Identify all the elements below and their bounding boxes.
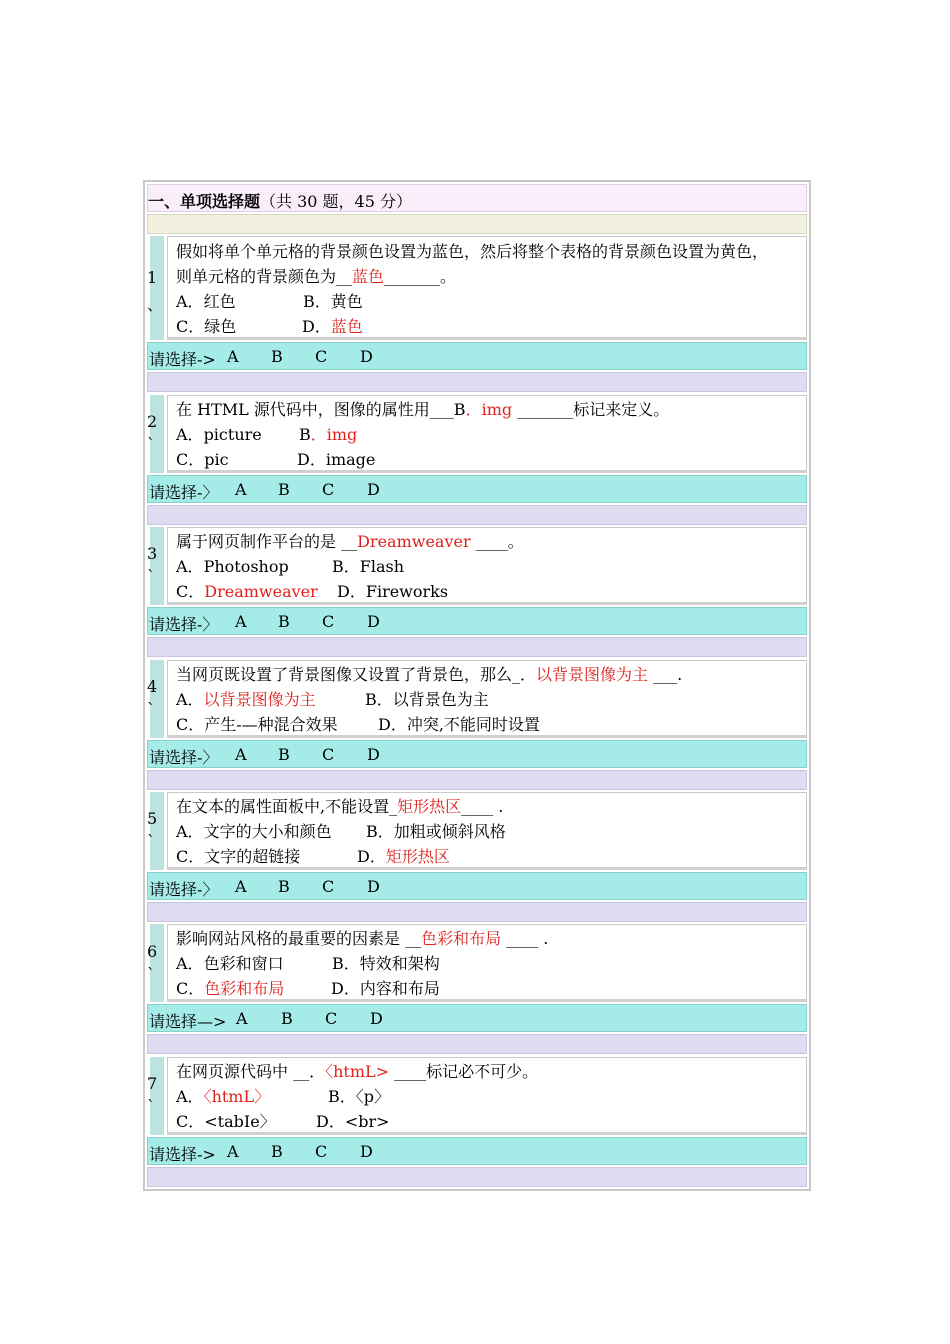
answer-row-3 <box>147 607 807 635</box>
question-body <box>167 236 807 340</box>
choice-b[interactable]: B <box>281 1009 293 1028</box>
option-b: B．黄色 <box>303 292 363 311</box>
option-d: D．冲突,不能同时设置 <box>378 715 540 734</box>
question-number: 7 ` <box>147 1057 167 1135</box>
question-number: 2 ` <box>147 395 167 473</box>
answer-row-5 <box>147 872 807 900</box>
option-d: D．Fireworks <box>337 582 449 601</box>
option-b: B．Flash <box>332 557 405 576</box>
option-d: D．蓝色 <box>302 317 363 336</box>
option-b: B．以背景色为主 <box>365 690 489 709</box>
correct-answer: 矩形热区 <box>397 797 462 816</box>
answer-prompt: 请选择-> <box>149 350 216 369</box>
option-a: A．红色 <box>176 292 236 311</box>
spacer-band <box>147 902 807 922</box>
spacer-band <box>147 505 807 525</box>
option-b: B．特效和架构 <box>332 954 440 973</box>
question-body <box>167 1057 807 1135</box>
question-text: 在 HTML 源代码中，图像的属性用___B．img _______标记来定义。 <box>176 400 670 419</box>
question-7 <box>147 1057 807 1135</box>
question-body <box>167 924 807 1002</box>
choice-a[interactable]: A <box>235 877 247 896</box>
option-a: A．Photoshop <box>176 557 289 576</box>
question-body <box>167 395 807 473</box>
option-c: C．<tabIe〉 <box>176 1112 276 1131</box>
option-c: C．绿色 <box>176 317 237 336</box>
choice-d[interactable]: D <box>370 1009 383 1028</box>
option-b: B．img <box>299 425 358 444</box>
choice-a[interactable]: A <box>227 347 239 366</box>
question-1 <box>147 236 807 340</box>
option-c: C．pic <box>176 450 229 469</box>
quiz-table <box>143 180 811 1191</box>
answer-prompt: 请选择-> <box>149 1145 216 1164</box>
section-title: 一、单项选择题 <box>148 192 261 211</box>
option-d: D．矩形热区 <box>357 847 450 866</box>
option-c: C．产生-—种混合效果 <box>176 715 338 734</box>
choice-b[interactable]: B <box>278 480 290 499</box>
question-text-2: 则单元格的背景颜色为__蓝色_______。 <box>176 267 457 286</box>
question-text: 在文本的属性面板中,不能设置_矩形热区____ . <box>176 797 504 816</box>
correct-answer: 〈htmL> <box>325 1062 390 1081</box>
correct-answer: ．img <box>465 400 513 419</box>
answer-prompt: 请选择-〉 <box>149 483 219 502</box>
answer-row-4 <box>147 740 807 768</box>
spacer-band <box>147 637 807 657</box>
choice-b[interactable]: B <box>278 745 290 764</box>
question-number: 1 、 <box>147 236 167 340</box>
choice-d[interactable]: D <box>367 612 380 631</box>
option-b: B．加粗或倾斜风格 <box>366 822 506 841</box>
section-subtitle: （共 30 题，45 分） <box>260 192 412 211</box>
spacer-band <box>147 1034 807 1054</box>
spacer-band <box>147 214 807 234</box>
option-c: C．Dreamweaver <box>176 582 318 601</box>
correct-answer: Dreamweaver <box>357 532 471 551</box>
answer-row-1 <box>147 342 807 370</box>
question-5 <box>147 792 807 870</box>
option-a: A．文字的大小和颜色 <box>176 822 332 841</box>
choice-c[interactable]: C <box>322 745 335 764</box>
choice-c[interactable]: C <box>315 1142 328 1161</box>
choice-d[interactable]: D <box>360 1142 373 1161</box>
question-number: 3 ` <box>147 527 167 605</box>
question-text: 当网页既设置了背景图像又设置了背景色，那么_．以背景图像为主 ___. <box>176 665 683 684</box>
question-text: 影响网站风格的最重要的因素是 __色彩和布局 ____ . <box>176 929 549 948</box>
question-3 <box>147 527 807 605</box>
question-body <box>167 660 807 738</box>
question-body <box>167 527 807 605</box>
answer-prompt: 请选择-〉 <box>149 615 219 634</box>
question-text: 假如将单个单元格的背景颜色设置为蓝色，然后将整个表格的背景颜色设置为黄色， <box>176 242 769 261</box>
answer-prompt: 请选择-〉 <box>149 748 219 767</box>
option-c: C．色彩和布局 <box>176 979 285 998</box>
question-6 <box>147 924 807 1002</box>
option-d: D．<br> <box>316 1112 390 1131</box>
option-d: D．image <box>297 450 376 469</box>
choice-a[interactable]: A <box>227 1142 239 1161</box>
question-number: 5 ` <box>147 792 167 870</box>
option-a: A．picture <box>176 425 262 444</box>
answer-prompt: 请选择-〉 <box>149 880 219 899</box>
question-number: 4 ` <box>147 660 167 738</box>
choice-d[interactable]: D <box>367 877 380 896</box>
choice-a[interactable]: A <box>235 745 247 764</box>
question-body <box>167 792 807 870</box>
question-text: 属于网页制作平台的是 __Dreamweaver ____。 <box>176 532 524 551</box>
answer-row-6 <box>147 1004 807 1032</box>
question-4 <box>147 660 807 738</box>
correct-answer: 蓝色 <box>352 267 385 286</box>
correct-answer: 以背景图像为主 <box>536 665 649 684</box>
choice-d[interactable]: D <box>360 347 373 366</box>
question-2 <box>147 395 807 473</box>
choice-c[interactable]: C <box>322 877 335 896</box>
correct-answer: 色彩和布局 <box>421 929 502 948</box>
option-a: A．色彩和窗口 <box>176 954 284 973</box>
choice-c[interactable]: C <box>325 1009 338 1028</box>
spacer-band <box>147 770 807 790</box>
option-a: A．以背景图像为主 <box>176 690 316 709</box>
option-b: B．〈p〉 <box>328 1087 391 1106</box>
spacer-band <box>147 1167 807 1187</box>
option-d: D．内容和布局 <box>331 979 440 998</box>
choice-a[interactable]: A <box>236 1009 248 1028</box>
choice-b[interactable]: B <box>278 877 290 896</box>
option-c: C．文字的超链接 <box>176 847 301 866</box>
choice-b[interactable]: B <box>271 1142 283 1161</box>
choice-d[interactable]: D <box>367 745 380 764</box>
choice-a[interactable]: A <box>235 612 247 631</box>
question-number: 6 ` <box>147 924 167 1002</box>
spacer-band <box>147 372 807 392</box>
answer-prompt: 请选择—> <box>149 1012 227 1031</box>
section-header <box>147 184 807 212</box>
choice-d[interactable]: D <box>367 480 380 499</box>
choice-c[interactable]: C <box>315 347 328 366</box>
choice-c[interactable]: C <box>322 480 335 499</box>
answer-row-2 <box>147 475 807 503</box>
choice-c[interactable]: C <box>322 612 335 631</box>
choice-a[interactable]: A <box>235 480 247 499</box>
option-a: A．〈htmL〉 <box>176 1087 271 1106</box>
choice-b[interactable]: B <box>271 347 283 366</box>
answer-row-7 <box>147 1137 807 1165</box>
choice-b[interactable]: B <box>278 612 290 631</box>
question-text: 在网页源代码中 __．〈htmL> ____标记必不可少。 <box>176 1062 539 1081</box>
